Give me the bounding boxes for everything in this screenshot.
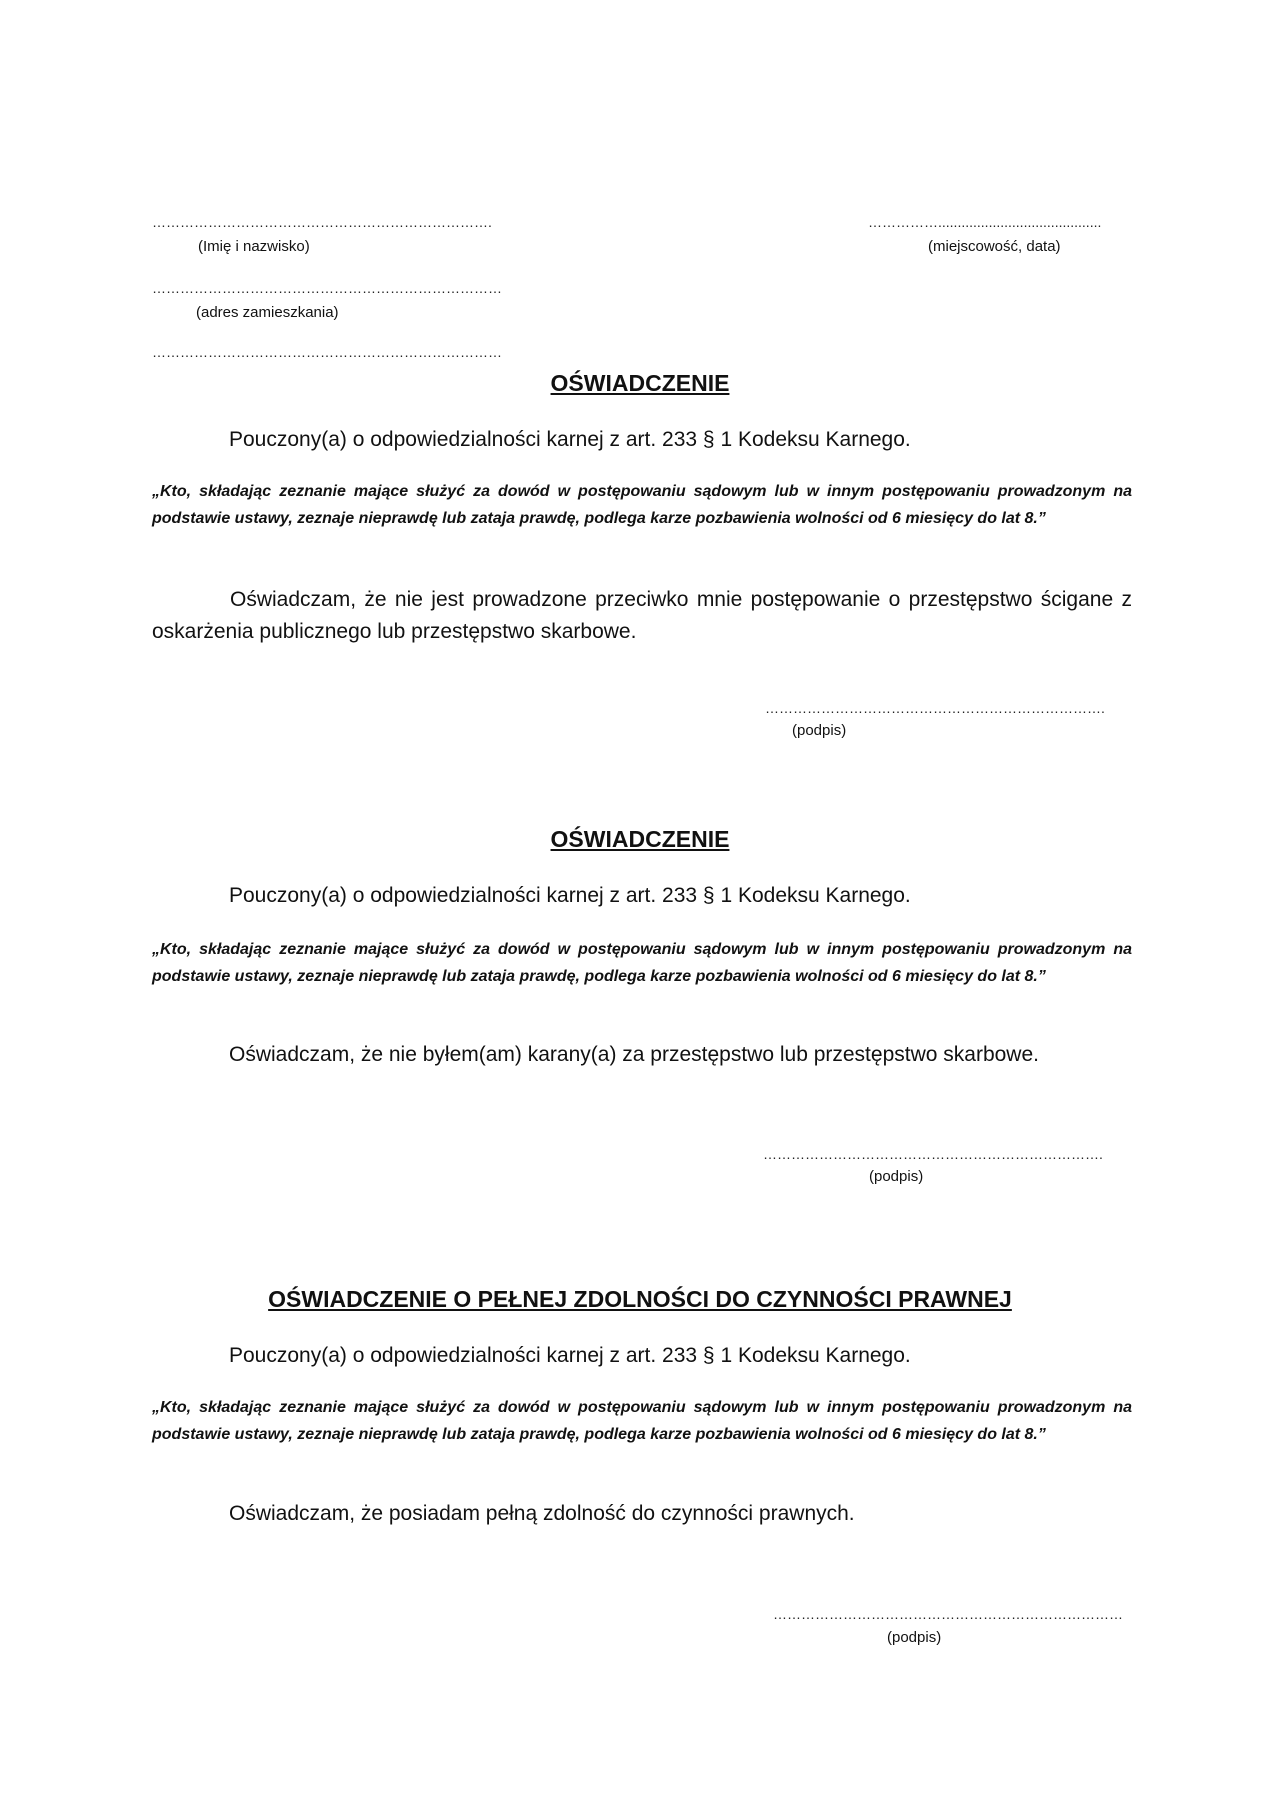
section-1-title: OŚWIADCZENIE [550,370,730,396]
section-2-signature-line[interactable]: ………………………………………………………………. [763,1146,1103,1162]
section-3-signature-line[interactable]: ………………………………………………………………… [773,1606,1123,1622]
section-3-title: OŚWIADCZENIE O PEŁNEJ ZDOLNOŚCI DO CZYNNOŚCI PRAWNEJ [268,1286,1012,1312]
section-1-signature-label: (podpis) [792,722,847,739]
address-label: (adres zamieszkania) [196,304,339,321]
section-2-statement: Oświadczam, że nie byłem(am) karany(a) za przestępstwo lub przestępstwo skarbowe. [229,1043,1039,1066]
name-line[interactable]: ………………………………………………………………. [152,214,492,230]
section-1-statement: Oświadczam, że nie jest prowadzone przeciwko mnie postępowanie o przestępstwo ścigane z oskarżenia publicznego lub przestępstwo skarbowe. [152,588,1132,643]
section-2-quote: „Kto, składając zeznanie mające służyć za dowód w postępowaniu sądowym lub w innym postępowaniu prowadzonym na podstawie ustawy, zeznaje nieprawdę lub zataja prawdę, podlega karze pozbawienia wolności od 6 miesięcy do lat 8.” [152,941,1132,985]
address-line-2[interactable]: ………………………………………………………………… [152,344,502,360]
section-3-statement: Oświadczam, że posiadam pełną zdolność do czynności prawnych. [229,1502,855,1525]
section-2-signature-label: (podpis) [869,1168,924,1185]
section-2-title: OŚWIADCZENIE [550,826,730,852]
section-1-signature-line[interactable]: ………………………………………………………………. [765,700,1105,716]
place-date-line[interactable]: …………….......................................... [868,214,1102,230]
section-2-lead: Pouczony(a) o odpowiedzialności karnej z art. 233 § 1 Kodeksu Karnego. [229,884,911,907]
section-1-lead: Pouczony(a) o odpowiedzialności karnej z art. 233 § 1 Kodeksu Karnego. [229,428,911,451]
place-date-label: (miejscowość, data) [928,238,1061,255]
section-1-quote: „Kto, składając zeznanie mające służyć za dowód w postępowaniu sądowym lub w innym postępowaniu prowadzonym na podstawie ustawy, zeznaje nieprawdę lub zataja prawdę, podlega karze pozbawienia wolności od 6 miesięcy do lat 8.” [152,483,1132,527]
address-line[interactable]: ………………………………………………………………… [152,280,502,296]
section-3-lead: Pouczony(a) o odpowiedzialności karnej z art. 233 § 1 Kodeksu Karnego. [229,1344,911,1367]
section-3-quote: „Kto, składając zeznanie mające służyć za dowód w postępowaniu sądowym lub w innym postępowaniu prowadzonym na podstawie ustawy, zeznaje nieprawdę lub zataja prawdę, podlega karze pozbawienia wolności od 6 miesięcy do lat 8.” [152,1399,1132,1443]
section-3-signature-label: (podpis) [887,1629,942,1646]
name-label: (Imię i nazwisko) [198,238,310,255]
